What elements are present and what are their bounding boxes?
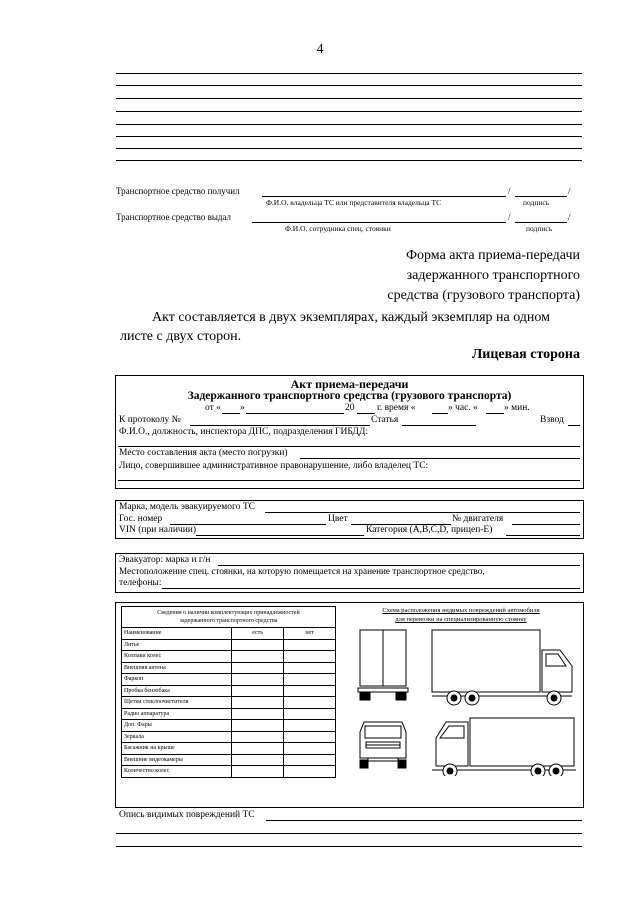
date-from: от « xyxy=(205,403,221,413)
received-caption: Ф.И.О. владельца ТС или представителя владельца ТС xyxy=(266,198,442,207)
no-cell[interactable] xyxy=(284,651,336,663)
brand-label: Марка, модель эвакуируемого ТС xyxy=(119,502,255,512)
date-year-line xyxy=(357,413,375,414)
place-label: Место составления акта (место погрузки) xyxy=(119,448,288,458)
brand-line xyxy=(265,512,580,513)
scheme-caption-line: для перевозки на специализированную стоянку xyxy=(395,616,527,623)
no-cell[interactable] xyxy=(284,720,336,732)
no-cell[interactable] xyxy=(284,743,336,755)
vin-label: VIN (при наличии) xyxy=(119,525,197,535)
form-title-line: Форма акта приема-передачи xyxy=(405,248,580,263)
date-min-line xyxy=(486,413,504,414)
date-min: » мин. xyxy=(504,403,530,413)
plate-label: Гос. номер xyxy=(119,514,163,524)
date-month-line xyxy=(246,413,344,414)
table-row xyxy=(122,743,336,755)
yes-cell[interactable] xyxy=(232,754,284,766)
offender-label: Лицо, совершившее административное правонарушение, либо владелец ТС: xyxy=(119,461,429,471)
category-label: Категория (А,В,С,D, прицеп-Е) xyxy=(366,525,493,535)
table-row xyxy=(122,754,336,766)
table-row xyxy=(122,674,336,686)
form-title-line: задержанного транспортного xyxy=(406,268,580,283)
table-row xyxy=(122,720,336,732)
item-name: Фаркоп xyxy=(122,674,232,686)
no-cell[interactable] xyxy=(284,731,336,743)
slash: / xyxy=(508,186,511,196)
page-number: 4 xyxy=(316,42,324,57)
platoon-label: Взвод xyxy=(540,415,564,425)
no-cell[interactable] xyxy=(284,662,336,674)
article-line xyxy=(402,425,476,426)
date-mid: » xyxy=(240,403,245,413)
date-time: г. время « xyxy=(377,403,416,413)
platoon-line xyxy=(568,425,580,426)
equipment-table xyxy=(121,606,336,778)
protocol-label: К протоколу № xyxy=(119,415,181,425)
table-row xyxy=(122,731,336,743)
item-name: Литье xyxy=(122,639,232,651)
item-name: Колпаки колес xyxy=(122,651,232,663)
issued-caption: Ф.И.О. сотрудника спец. стоянки xyxy=(285,224,391,233)
col-no: нет xyxy=(284,628,336,640)
tow-phones-line xyxy=(162,588,580,589)
table-row xyxy=(122,639,336,651)
item-name: Доп. Фары xyxy=(122,720,232,732)
no-cell[interactable] xyxy=(284,639,336,651)
inspector-label: Ф.И.О., должность, инспектора ДПС, подразделения ГИБДД: xyxy=(119,427,369,437)
issued-name-line xyxy=(252,222,506,223)
slash: / xyxy=(508,212,511,222)
received-label: Транспортное средство получил xyxy=(116,186,240,196)
truck-front-view-icon xyxy=(360,722,406,768)
yes-cell[interactable] xyxy=(232,708,284,720)
yes-cell[interactable] xyxy=(232,639,284,651)
engine-label: № двигателя xyxy=(452,514,504,524)
yes-cell[interactable] xyxy=(232,743,284,755)
table-row xyxy=(122,651,336,663)
form-title-line: средства (грузового транспорта) xyxy=(387,288,580,303)
col-name: Наименование xyxy=(122,628,232,640)
issued-label: Транспортное средство выдал xyxy=(116,212,232,222)
item-name: Багажник на крыше xyxy=(122,743,232,755)
damage-line xyxy=(266,820,582,821)
equipment-header-line: Сведения о наличии комплектующих принадлежностей xyxy=(157,610,300,616)
yes-cell[interactable] xyxy=(232,697,284,709)
no-cell[interactable] xyxy=(284,754,336,766)
inspector-line xyxy=(118,446,580,447)
tow-truck-label: Эвакуатор: марка и г/н xyxy=(119,555,211,565)
place-line xyxy=(300,458,580,459)
item-name: Количество колес xyxy=(122,766,232,778)
item-name: Внешние видеокамеры xyxy=(122,754,232,766)
equipment-header-line: задержанного транспортного средства xyxy=(179,618,278,624)
item-name: Щетки стеклоочистителя xyxy=(122,697,232,709)
signature-caption: подпись xyxy=(523,198,550,207)
slash: / xyxy=(568,212,571,222)
color-label: Цвет xyxy=(328,514,348,524)
category-line xyxy=(506,535,580,536)
issued-signature-line xyxy=(515,222,567,223)
offender-line xyxy=(118,480,580,481)
copies-note: Акт составляется в двух экземплярах, каждый экземпляр на одном листе с двух сторон. xyxy=(120,310,551,344)
form-title xyxy=(387,246,580,306)
item-name: Внешняя антена xyxy=(122,662,232,674)
damage-label: Опись видимых повреждений ТС xyxy=(119,810,255,820)
act-title: Акт приема-передачи xyxy=(290,377,409,391)
yes-cell[interactable] xyxy=(232,720,284,732)
received-name-line xyxy=(262,196,506,197)
no-cell[interactable] xyxy=(284,674,336,686)
face-side-heading: Лицевая сторона xyxy=(471,347,580,362)
tow-location-label: Местоположение спец. стоянки, на которую помещается на хранение транспортное средство, xyxy=(119,566,485,576)
table-row xyxy=(122,697,336,709)
table-row xyxy=(122,685,336,697)
item-name: Радио аппаратура xyxy=(122,708,232,720)
truck-rear-view-icon xyxy=(358,630,408,700)
engine-line xyxy=(512,524,580,525)
date-hours: » час. « xyxy=(448,403,478,413)
table-row xyxy=(122,766,336,778)
yes-cell[interactable] xyxy=(232,662,284,674)
item-name: Пробка бензобака xyxy=(122,685,232,697)
no-cell[interactable] xyxy=(284,685,336,697)
damage-line xyxy=(116,833,582,834)
slash: / xyxy=(568,186,571,196)
equipment-header xyxy=(122,607,336,628)
yes-cell[interactable] xyxy=(232,766,284,778)
truck-diagram xyxy=(348,626,580,776)
yes-cell[interactable] xyxy=(232,685,284,697)
damage-line xyxy=(116,846,582,847)
article-label: Статья xyxy=(371,415,399,425)
scheme-caption-line: Схема расположения видимых повреждений автомобиля xyxy=(382,607,540,614)
item-name: Зеркала xyxy=(122,731,232,743)
no-cell[interactable] xyxy=(284,697,336,709)
date-hours-line xyxy=(432,413,448,414)
received-signature-line xyxy=(515,196,567,197)
yes-cell[interactable] xyxy=(232,731,284,743)
protocol-line xyxy=(190,425,370,426)
date-day-line xyxy=(222,413,240,414)
yes-cell[interactable] xyxy=(232,674,284,686)
table-row xyxy=(122,662,336,674)
tow-phones-label: телефоны: xyxy=(119,578,162,588)
vin-line xyxy=(196,535,364,536)
scheme-caption xyxy=(345,606,577,624)
col-yes: есть xyxy=(232,628,284,640)
no-cell[interactable] xyxy=(284,766,336,778)
table-row xyxy=(122,708,336,720)
truck-side-view-icon xyxy=(432,718,576,776)
yes-cell[interactable] xyxy=(232,651,284,663)
date-year: 20 xyxy=(345,403,355,413)
act-subtitle: Задержанного транспортного средства (грузового транспорта) xyxy=(187,390,512,402)
truck-side-view-icon xyxy=(432,630,572,705)
no-cell[interactable] xyxy=(284,708,336,720)
signature-caption: подпись xyxy=(526,224,553,233)
